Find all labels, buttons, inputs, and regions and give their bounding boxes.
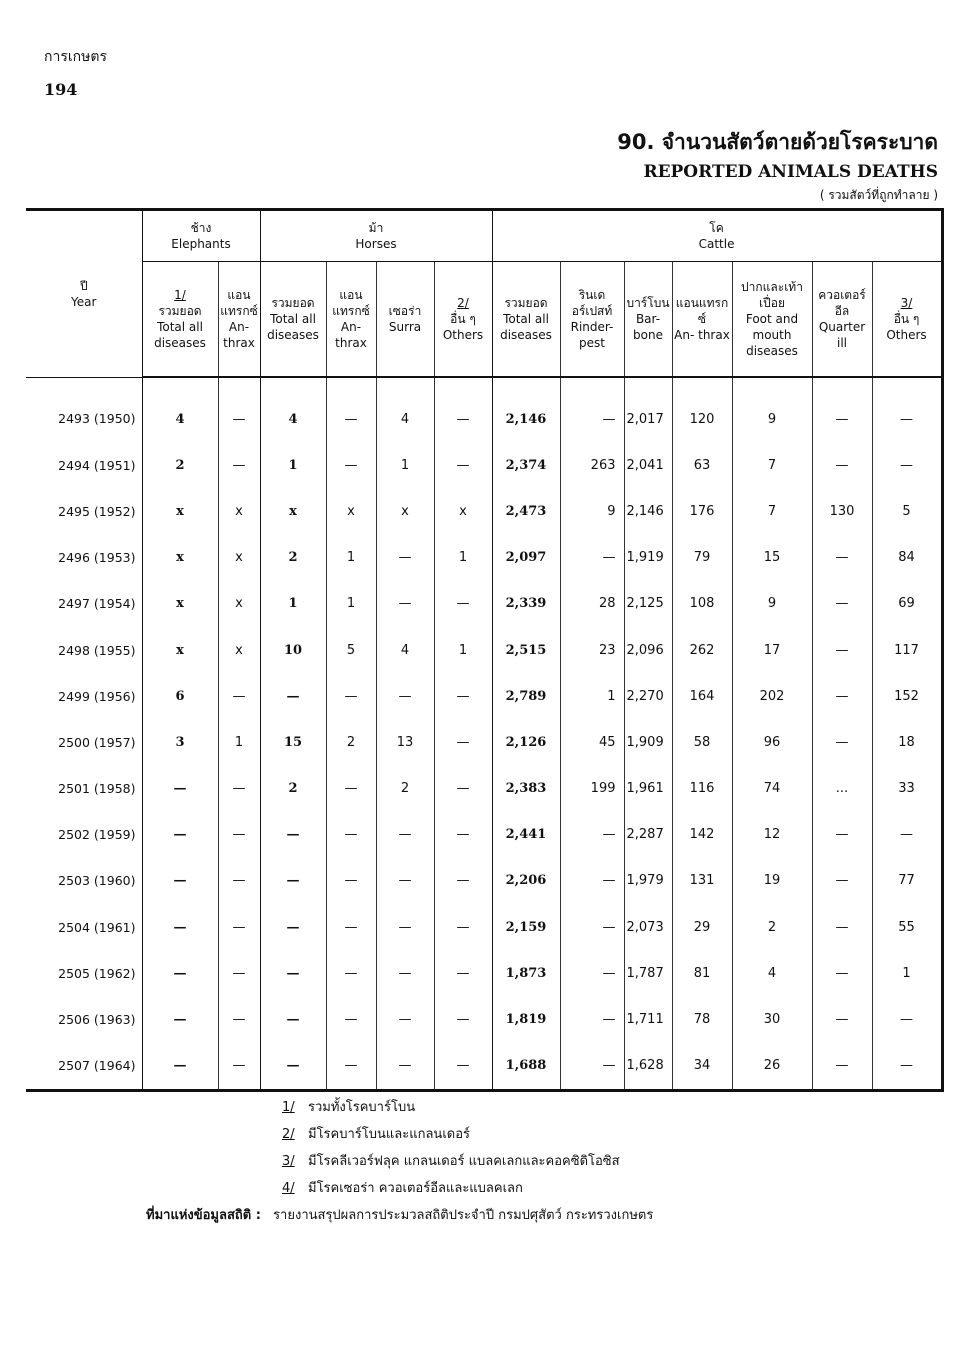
value-cell: 2 [732,904,812,950]
value-cell: 1,979 [624,858,672,904]
value-cell: — [142,858,218,904]
value-cell: 202 [732,673,812,719]
value-cell: — [872,996,942,1042]
column-header-english: Total all diseases [267,311,319,343]
value-cell: 77 [872,858,942,904]
year-cell: 2493 (1950) [26,377,142,442]
value-cell: 2,073 [624,904,672,950]
value-cell: — [872,377,942,442]
value-cell: 262 [672,627,732,673]
value-cell: 55 [872,904,942,950]
value-cell: 2 [326,719,376,765]
value-cell: — [376,535,434,581]
column-header [812,262,872,378]
column-header-thai: แอนแทรกซ์ [332,287,370,318]
value-cell: — [376,1043,434,1091]
value-cell: 263 [560,442,624,488]
value-cell: — [326,858,376,904]
column-header-english: An- thrax [674,328,730,343]
value-cell: 2 [376,766,434,812]
column-header-thai: แอนแทรกซ์ [220,287,258,318]
column-header [260,262,326,378]
year-cell: 2498 (1955) [26,627,142,673]
deaths-table-container [26,208,942,1092]
value-cell: 1 [326,581,376,627]
footnote-mark: 2/ [457,295,469,310]
value-cell: 23 [560,627,624,673]
value-cell: 1,628 [624,1043,672,1091]
value-cell: 28 [560,581,624,627]
value-cell: 10 [260,627,326,673]
table-body [26,377,942,1090]
value-cell: 9 [732,377,812,442]
value-cell: 2,097 [492,535,560,581]
year-cell: 2503 (1960) [26,858,142,904]
value-cell: 29 [672,904,732,950]
value-cell: — [376,581,434,627]
value-cell: — [376,858,434,904]
column-header-thai: ปากและเท้าเปื่อย [741,279,803,310]
value-cell: 2,515 [492,627,560,673]
value-cell: 7 [732,442,812,488]
value-cell: — [812,442,872,488]
elephants-header: ช้าง Elephants [142,210,260,262]
table-row [26,535,942,581]
value-cell: 2,017 [624,377,672,442]
value-cell: — [326,950,376,996]
value-cell: x [142,627,218,673]
value-cell: — [434,766,492,812]
year-cell: 2505 (1962) [26,950,142,996]
value-cell: — [560,377,624,442]
value-cell: 2,146 [624,488,672,534]
value-cell: x [218,627,260,673]
value-cell: 2 [260,766,326,812]
value-cell: — [142,904,218,950]
value-cell: 3 [142,719,218,765]
value-cell: — [812,719,872,765]
column-header [672,262,732,378]
source-label: ที่มาแห่งข้อมูลสถิติ : [146,1208,261,1223]
value-cell: ... [812,766,872,812]
value-cell: 4 [376,627,434,673]
value-cell: 1 [260,581,326,627]
value-cell: 2,096 [624,627,672,673]
source-line [146,1202,653,1229]
value-cell: — [376,812,434,858]
value-cell: — [560,858,624,904]
deaths-table [26,208,944,1092]
value-cell: — [260,1043,326,1091]
value-cell: 1 [872,950,942,996]
value-cell: 130 [812,488,872,534]
value-cell: 96 [732,719,812,765]
column-header-english: Bar- bone [633,311,663,343]
column-header-thai: รวมยอด [158,303,202,318]
column-header-thai: แอนแทรกซ์ [675,295,729,326]
column-header-thai: รวมยอด [271,295,315,310]
footnote [282,1121,653,1148]
value-cell: — [872,812,942,858]
value-cell: — [434,719,492,765]
value-cell: 69 [872,581,942,627]
value-cell: — [218,1043,260,1091]
value-cell: 1,961 [624,766,672,812]
value-cell: 1,873 [492,950,560,996]
value-cell: — [812,1043,872,1091]
title-block [617,126,938,205]
value-cell: 2,159 [492,904,560,950]
column-header [142,262,218,378]
year-header: ปี Year [26,210,142,378]
value-cell: 58 [672,719,732,765]
value-cell: 4 [260,377,326,442]
value-cell: — [260,950,326,996]
value-cell: — [560,812,624,858]
table-row [26,719,942,765]
value-cell: 2,287 [624,812,672,858]
footnote-list [146,1094,653,1202]
value-cell: — [560,535,624,581]
value-cell: 9 [560,488,624,534]
value-cell: 30 [732,996,812,1042]
value-cell: 78 [672,996,732,1042]
column-header-thai: อื่น ๆ [450,311,476,326]
value-cell: 33 [872,766,942,812]
year-cell: 2499 (1956) [26,673,142,719]
value-cell: — [434,581,492,627]
value-cell: 2,041 [624,442,672,488]
table-row [26,442,942,488]
value-cell: 2,441 [492,812,560,858]
column-header [218,262,260,378]
value-cell: 81 [672,950,732,996]
value-cell: 2,789 [492,673,560,719]
value-cell: — [326,996,376,1042]
value-cell: x [218,535,260,581]
value-cell: — [434,377,492,442]
value-cell: 2 [142,442,218,488]
column-header-english: An- thrax [335,320,367,351]
value-cell: 4 [142,377,218,442]
column-header [376,262,434,378]
horses-header: ม้า Horses [260,210,492,262]
value-cell: 116 [672,766,732,812]
value-cell: — [326,673,376,719]
value-cell: — [326,377,376,442]
value-cell: — [376,904,434,950]
value-cell: 117 [872,627,942,673]
value-cell: 1 [326,535,376,581]
value-cell: — [376,996,434,1042]
value-cell: — [812,535,872,581]
value-cell: — [560,1043,624,1091]
column-header-english: An- thrax [223,320,255,351]
column-header-english: Others [442,328,484,343]
title-thai: 90. จำนวนสัตว์ตายด้วยโรคระบาด [617,130,938,154]
value-cell: — [142,1043,218,1091]
column-header-english: Total all diseases [500,311,552,343]
value-cell: — [260,904,326,950]
value-cell: 176 [672,488,732,534]
source-text: รายงานสรุปผลการประมวลสถิติประจำปี กรมปศุสัตว์ กระทรวงเกษตร [273,1208,654,1223]
footnote-mark: 1/ [282,1100,295,1115]
value-cell: — [872,1043,942,1091]
footnote-text: มีโรคบาร์โบนและแกลนเดอร์ [308,1127,470,1142]
column-header-english: Quarter ill [818,320,866,351]
value-cell: 26 [732,1043,812,1091]
value-cell: 131 [672,858,732,904]
value-cell: — [142,812,218,858]
value-cell: x [218,581,260,627]
column-header [434,262,492,378]
value-cell: 74 [732,766,812,812]
cattle-header: โค Cattle [492,210,942,262]
value-cell: 152 [872,673,942,719]
sub-header-row [26,262,942,378]
year-cell: 2502 (1959) [26,812,142,858]
value-cell: 1,919 [624,535,672,581]
value-cell: 199 [560,766,624,812]
value-cell: 15 [260,719,326,765]
footnote [282,1094,653,1121]
value-cell: — [560,996,624,1042]
value-cell: — [812,996,872,1042]
value-cell: 12 [732,812,812,858]
value-cell: — [376,950,434,996]
footnote-text: มีโรคเซอร่า ควอเตอร์อีลและแบลคเลก [308,1181,523,1196]
value-cell: — [260,812,326,858]
value-cell: — [218,673,260,719]
column-header-thai: บาร์โบน [626,295,670,310]
column-header-english: Others [886,328,927,343]
value-cell: — [142,996,218,1042]
value-cell: 1,787 [624,950,672,996]
value-cell: — [326,442,376,488]
value-cell: — [326,766,376,812]
value-cell: 2,126 [492,719,560,765]
value-cell: 2,270 [624,673,672,719]
value-cell: — [142,766,218,812]
table-row [26,950,942,996]
column-header [872,262,942,378]
table-row [26,766,942,812]
value-cell: 2,125 [624,581,672,627]
year-cell: 2501 (1958) [26,766,142,812]
value-cell: — [260,673,326,719]
footnote-mark: 2/ [282,1127,295,1142]
value-cell: — [376,673,434,719]
table-row [26,858,942,904]
page-number: 194 [44,80,78,99]
value-cell: 45 [560,719,624,765]
value-cell: — [812,858,872,904]
value-cell: — [434,812,492,858]
value-cell: — [812,581,872,627]
value-cell: — [218,858,260,904]
footnote-mark: 4/ [282,1181,295,1196]
value-cell: — [218,950,260,996]
value-cell: — [218,766,260,812]
value-cell: 5 [872,488,942,534]
value-cell: 63 [672,442,732,488]
value-cell: 1,819 [492,996,560,1042]
column-header-thai: เซอร่า [388,303,422,318]
value-cell: — [218,904,260,950]
year-cell: 2504 (1961) [26,904,142,950]
column-header [732,262,812,378]
value-cell: 1 [434,627,492,673]
column-header-english: Foot and mouth diseases [745,311,799,359]
year-cell: 2507 (1964) [26,1043,142,1091]
value-cell: x [142,488,218,534]
footnote-mark: 3/ [282,1154,295,1169]
footnote [282,1148,653,1175]
footnote-text: มีโรคลีเวอร์ฟลุค แกลนเดอร์ แบลคเลกและคอคซิดิโอซิส [308,1154,620,1169]
column-header [624,262,672,378]
value-cell: — [560,950,624,996]
value-cell: — [434,904,492,950]
section-label: การเกษตร [44,49,107,65]
value-cell: 7 [732,488,812,534]
value-cell: 34 [672,1043,732,1091]
value-cell: — [812,377,872,442]
value-cell: 2,473 [492,488,560,534]
value-cell: — [812,904,872,950]
value-cell: 2,374 [492,442,560,488]
column-header-thai: รินเดอร์เปสท์ [571,287,613,318]
value-cell: 1 [434,535,492,581]
value-cell: 2,206 [492,858,560,904]
title-english: REPORTED ANIMALS DEATHS [643,162,938,182]
value-cell: — [326,812,376,858]
column-header-thai: อื่น ๆ [893,311,920,326]
value-cell: — [434,1043,492,1091]
footnotes [146,1094,653,1229]
title-note: ( รวมสัตว์ที่ถูกทำลาย ) [819,188,938,202]
value-cell: 2,339 [492,581,560,627]
table-row [26,377,942,442]
value-cell: — [434,950,492,996]
value-cell: 142 [672,812,732,858]
value-cell: — [560,904,624,950]
value-cell: 1 [376,442,434,488]
value-cell: 120 [672,377,732,442]
value-cell: x [218,488,260,534]
year-cell: 2496 (1953) [26,535,142,581]
value-cell: x [142,581,218,627]
value-cell: — [434,442,492,488]
value-cell: — [326,904,376,950]
column-header-english: Rinder- pest [570,320,614,351]
year-cell: 2497 (1954) [26,581,142,627]
value-cell: 13 [376,719,434,765]
year-cell: 2495 (1952) [26,488,142,534]
value-cell: 2,146 [492,377,560,442]
table-row [26,673,942,719]
value-cell: — [218,812,260,858]
value-cell: 1,711 [624,996,672,1042]
value-cell: 9 [732,581,812,627]
column-header-english: Total all diseases [154,320,206,351]
table-row [26,488,942,534]
table-row [26,1043,942,1091]
value-cell: — [218,442,260,488]
value-cell: — [434,858,492,904]
value-cell: 1 [560,673,624,719]
value-cell: 4 [732,950,812,996]
footnote-mark: 3/ [900,295,913,310]
column-header [492,262,560,378]
footnote-mark: 1/ [174,287,186,302]
value-cell: 108 [672,581,732,627]
table-row [26,904,942,950]
value-cell: 84 [872,535,942,581]
value-cell: — [260,858,326,904]
value-cell: 2 [260,535,326,581]
value-cell: — [434,673,492,719]
value-cell: — [142,950,218,996]
value-cell: — [872,442,942,488]
table-row [26,581,942,627]
value-cell: 2,383 [492,766,560,812]
value-cell: 6 [142,673,218,719]
value-cell: — [326,1043,376,1091]
value-cell: 1 [218,719,260,765]
table-row [26,996,942,1042]
column-header-thai: รวมยอด [504,295,548,310]
value-cell: — [812,627,872,673]
year-cell: 2494 (1951) [26,442,142,488]
value-cell: — [218,996,260,1042]
value-cell: 5 [326,627,376,673]
value-cell: — [812,812,872,858]
year-cell: 2500 (1957) [26,719,142,765]
value-cell: 18 [872,719,942,765]
value-cell: 1,688 [492,1043,560,1091]
value-cell: x [260,488,326,534]
value-cell: 79 [672,535,732,581]
value-cell: x [376,488,434,534]
value-cell: — [434,996,492,1042]
value-cell: 4 [376,377,434,442]
column-header-english: Surra [388,320,422,334]
value-cell: 1,909 [624,719,672,765]
value-cell: — [812,950,872,996]
footnote-text: รวมทั้งโรคบาร์โบน [308,1100,416,1115]
table-row [26,627,942,673]
value-cell: x [326,488,376,534]
value-cell: 164 [672,673,732,719]
table-row [26,812,942,858]
column-header [560,262,624,378]
value-cell: 19 [732,858,812,904]
value-cell: — [218,377,260,442]
column-header [326,262,376,378]
value-cell: x [434,488,492,534]
value-cell: 1 [260,442,326,488]
value-cell: — [260,996,326,1042]
value-cell: — [812,673,872,719]
column-header-thai: ควอเตอร์อีล [818,287,866,318]
value-cell: 17 [732,627,812,673]
footnote [282,1175,653,1202]
year-cell: 2506 (1963) [26,996,142,1042]
value-cell: x [142,535,218,581]
value-cell: 15 [732,535,812,581]
